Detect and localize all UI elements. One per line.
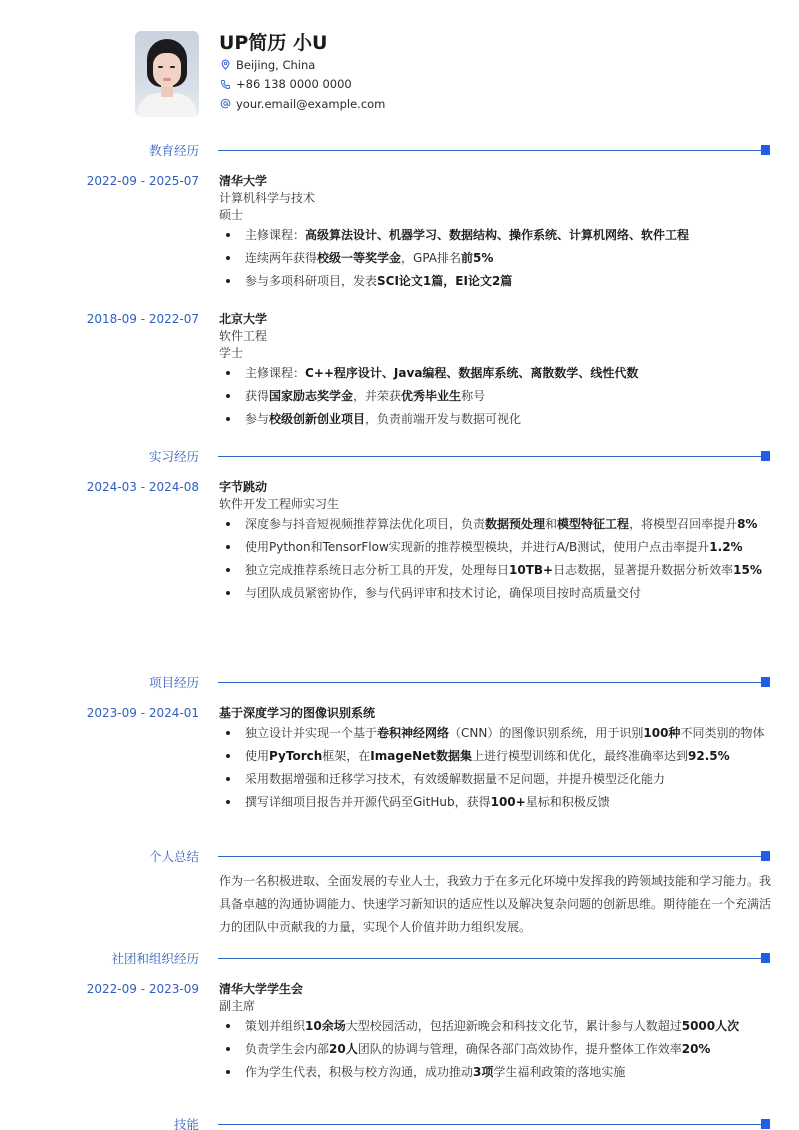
- email-row: [219, 94, 385, 114]
- degree: 学士: [219, 346, 244, 360]
- bullet-item: 深度参与抖音短视频推荐算法优化项目，负责数据预处理和模型特征工程，将模型召回率提升8%: [219, 515, 771, 533]
- entry-date: 2018-09 - 2022-07: [86, 312, 199, 326]
- section-divider: [218, 1124, 765, 1125]
- position-title: 副主席: [219, 999, 256, 1013]
- bullet-list: [219, 724, 771, 811]
- location-row: [219, 55, 385, 75]
- section-divider: [218, 456, 765, 457]
- section-education-header: [0, 142, 799, 162]
- entry-date: 2022-09 - 2025-07: [86, 174, 199, 188]
- section-internship-header: [0, 448, 799, 468]
- bullet-item: 采用数据增强和迁移学习技术，有效缓解数据量不足问题，并提升模型泛化能力: [219, 770, 771, 788]
- bullet-list: [219, 364, 771, 428]
- section-title: 项目经历: [148, 675, 199, 690]
- bullet-item: 参与多项科研项目，发表SCI论文1篇，EI论文2篇: [219, 272, 771, 290]
- company-name: 字节跳动: [219, 480, 268, 494]
- email-text: your.email@example.com: [236, 96, 386, 111]
- bullet-item: 主修课程：高级算法设计、机器学习、数据结构、操作系统、计算机网络、软件工程: [219, 226, 771, 244]
- at-email-icon: [219, 98, 231, 110]
- section-marker-square: [761, 953, 770, 963]
- bullet-list: [219, 1017, 771, 1081]
- major: 计算机科学与技术: [219, 191, 316, 205]
- school-name: 清华大学: [219, 174, 268, 188]
- bullet-item: 使用Python和TensorFlow实现新的推荐模型模块，并进行A/B测试，使用户点击率提升1.2%: [219, 538, 771, 556]
- profile-photo: [135, 31, 199, 117]
- section-divider: [218, 682, 765, 683]
- section-title: 教育经历: [148, 143, 199, 158]
- degree: 硕士: [219, 208, 244, 222]
- school-name: 北京大学: [219, 312, 268, 326]
- entry-date: 2023-09 - 2024-01: [86, 706, 199, 720]
- section-marker-square: [761, 145, 770, 155]
- phone-row: [219, 75, 385, 95]
- contact-info: [219, 31, 385, 118]
- section-title: 技能: [173, 1117, 199, 1130]
- bullet-item: 连续两年获得校级一等奖学金，GPA排名前5%: [219, 249, 771, 267]
- location-text: Beijing, China: [236, 57, 316, 72]
- section-skills-header: [0, 1116, 799, 1130]
- bullet-item: 与团队成员紧密协作，参与代码评审和技术讨论，确保项目按时高质量交付: [219, 584, 771, 602]
- summary-text: 作为一名积极进取、全面发展的专业人士，我致力于在多元化环境中发挥我的跨领域技能和学习能力。我具备卓越的沟通协调能力、快速学习新知识的适应性以及解决复杂问题的创新思维。期待能在一个充满活力的团队中贡献我的力量，实现个人价值并助力组织发展。: [219, 874, 772, 934]
- entry-date: 2022-09 - 2023-09: [86, 982, 199, 996]
- bullet-item: 作为学生代表，积极与校方沟通，成功推动3项学生福利政策的落地实施: [219, 1063, 771, 1081]
- section-title: 社团和组织经历: [111, 951, 199, 966]
- bullet-item: 使用PyTorch框架，在ImageNet数据集上进行模型训练和优化，最终准确率达到92.5%: [219, 747, 771, 765]
- section-marker-square: [761, 1119, 770, 1129]
- section-divider: [218, 856, 765, 857]
- bullet-item: 参与校级创新创业项目，负责前端开发与数据可视化: [219, 410, 771, 428]
- bullet-item: 负责学生会内部20人团队的协调与管理，确保各部门高效协作，提升整体工作效率20%: [219, 1040, 771, 1058]
- section-marker-square: [761, 677, 770, 687]
- section-title: 实习经历: [148, 449, 199, 464]
- section-summary-header: [0, 848, 799, 868]
- bullet-item: 独立设计并实现一个基于卷积神经网络（CNN）的图像识别系统，用于识别100种不同类别的物体: [219, 724, 771, 742]
- project-name: 基于深度学习的图像识别系统: [219, 706, 376, 720]
- organization-name: 清华大学学生会: [219, 982, 304, 996]
- entry-date: 2024-03 - 2024-08: [86, 480, 199, 494]
- bullet-list: [219, 226, 771, 290]
- section-divider: [218, 958, 765, 959]
- bullet-item: 策划并组织10余场大型校园活动，包括迎新晚会和科技文化节，累计参与人数超过5000人次: [219, 1017, 771, 1035]
- major: 软件工程: [219, 329, 268, 343]
- resume-header: [135, 31, 385, 118]
- phone-icon: [219, 78, 231, 90]
- section-title: 个人总结: [148, 849, 199, 864]
- bullet-list: [219, 515, 771, 602]
- candidate-name: UP简历 小U: [219, 32, 328, 54]
- location-pin-icon: [219, 59, 231, 71]
- phone-text: +86 138 0000 0000: [236, 77, 352, 92]
- section-marker-square: [761, 851, 770, 861]
- bullet-item: 撰写详细项目报告并开源代码至GitHub，获得100+星标和积极反馈: [219, 793, 771, 811]
- section-projects-header: [0, 674, 799, 694]
- section-clubs-header: [0, 950, 799, 970]
- bullet-item: 获得国家励志奖学金，并荣获优秀毕业生称号: [219, 387, 771, 405]
- job-title: 软件开发工程师实习生: [219, 497, 340, 511]
- bullet-item: 独立完成推荐系统日志分析工具的开发，处理每日10TB+日志数据，显著提升数据分析效率15%: [219, 561, 771, 579]
- section-marker-square: [761, 451, 770, 461]
- bullet-item: 主修课程：C++程序设计、Java编程、数据库系统、离散数学、线性代数: [219, 364, 771, 382]
- section-divider: [218, 150, 765, 151]
